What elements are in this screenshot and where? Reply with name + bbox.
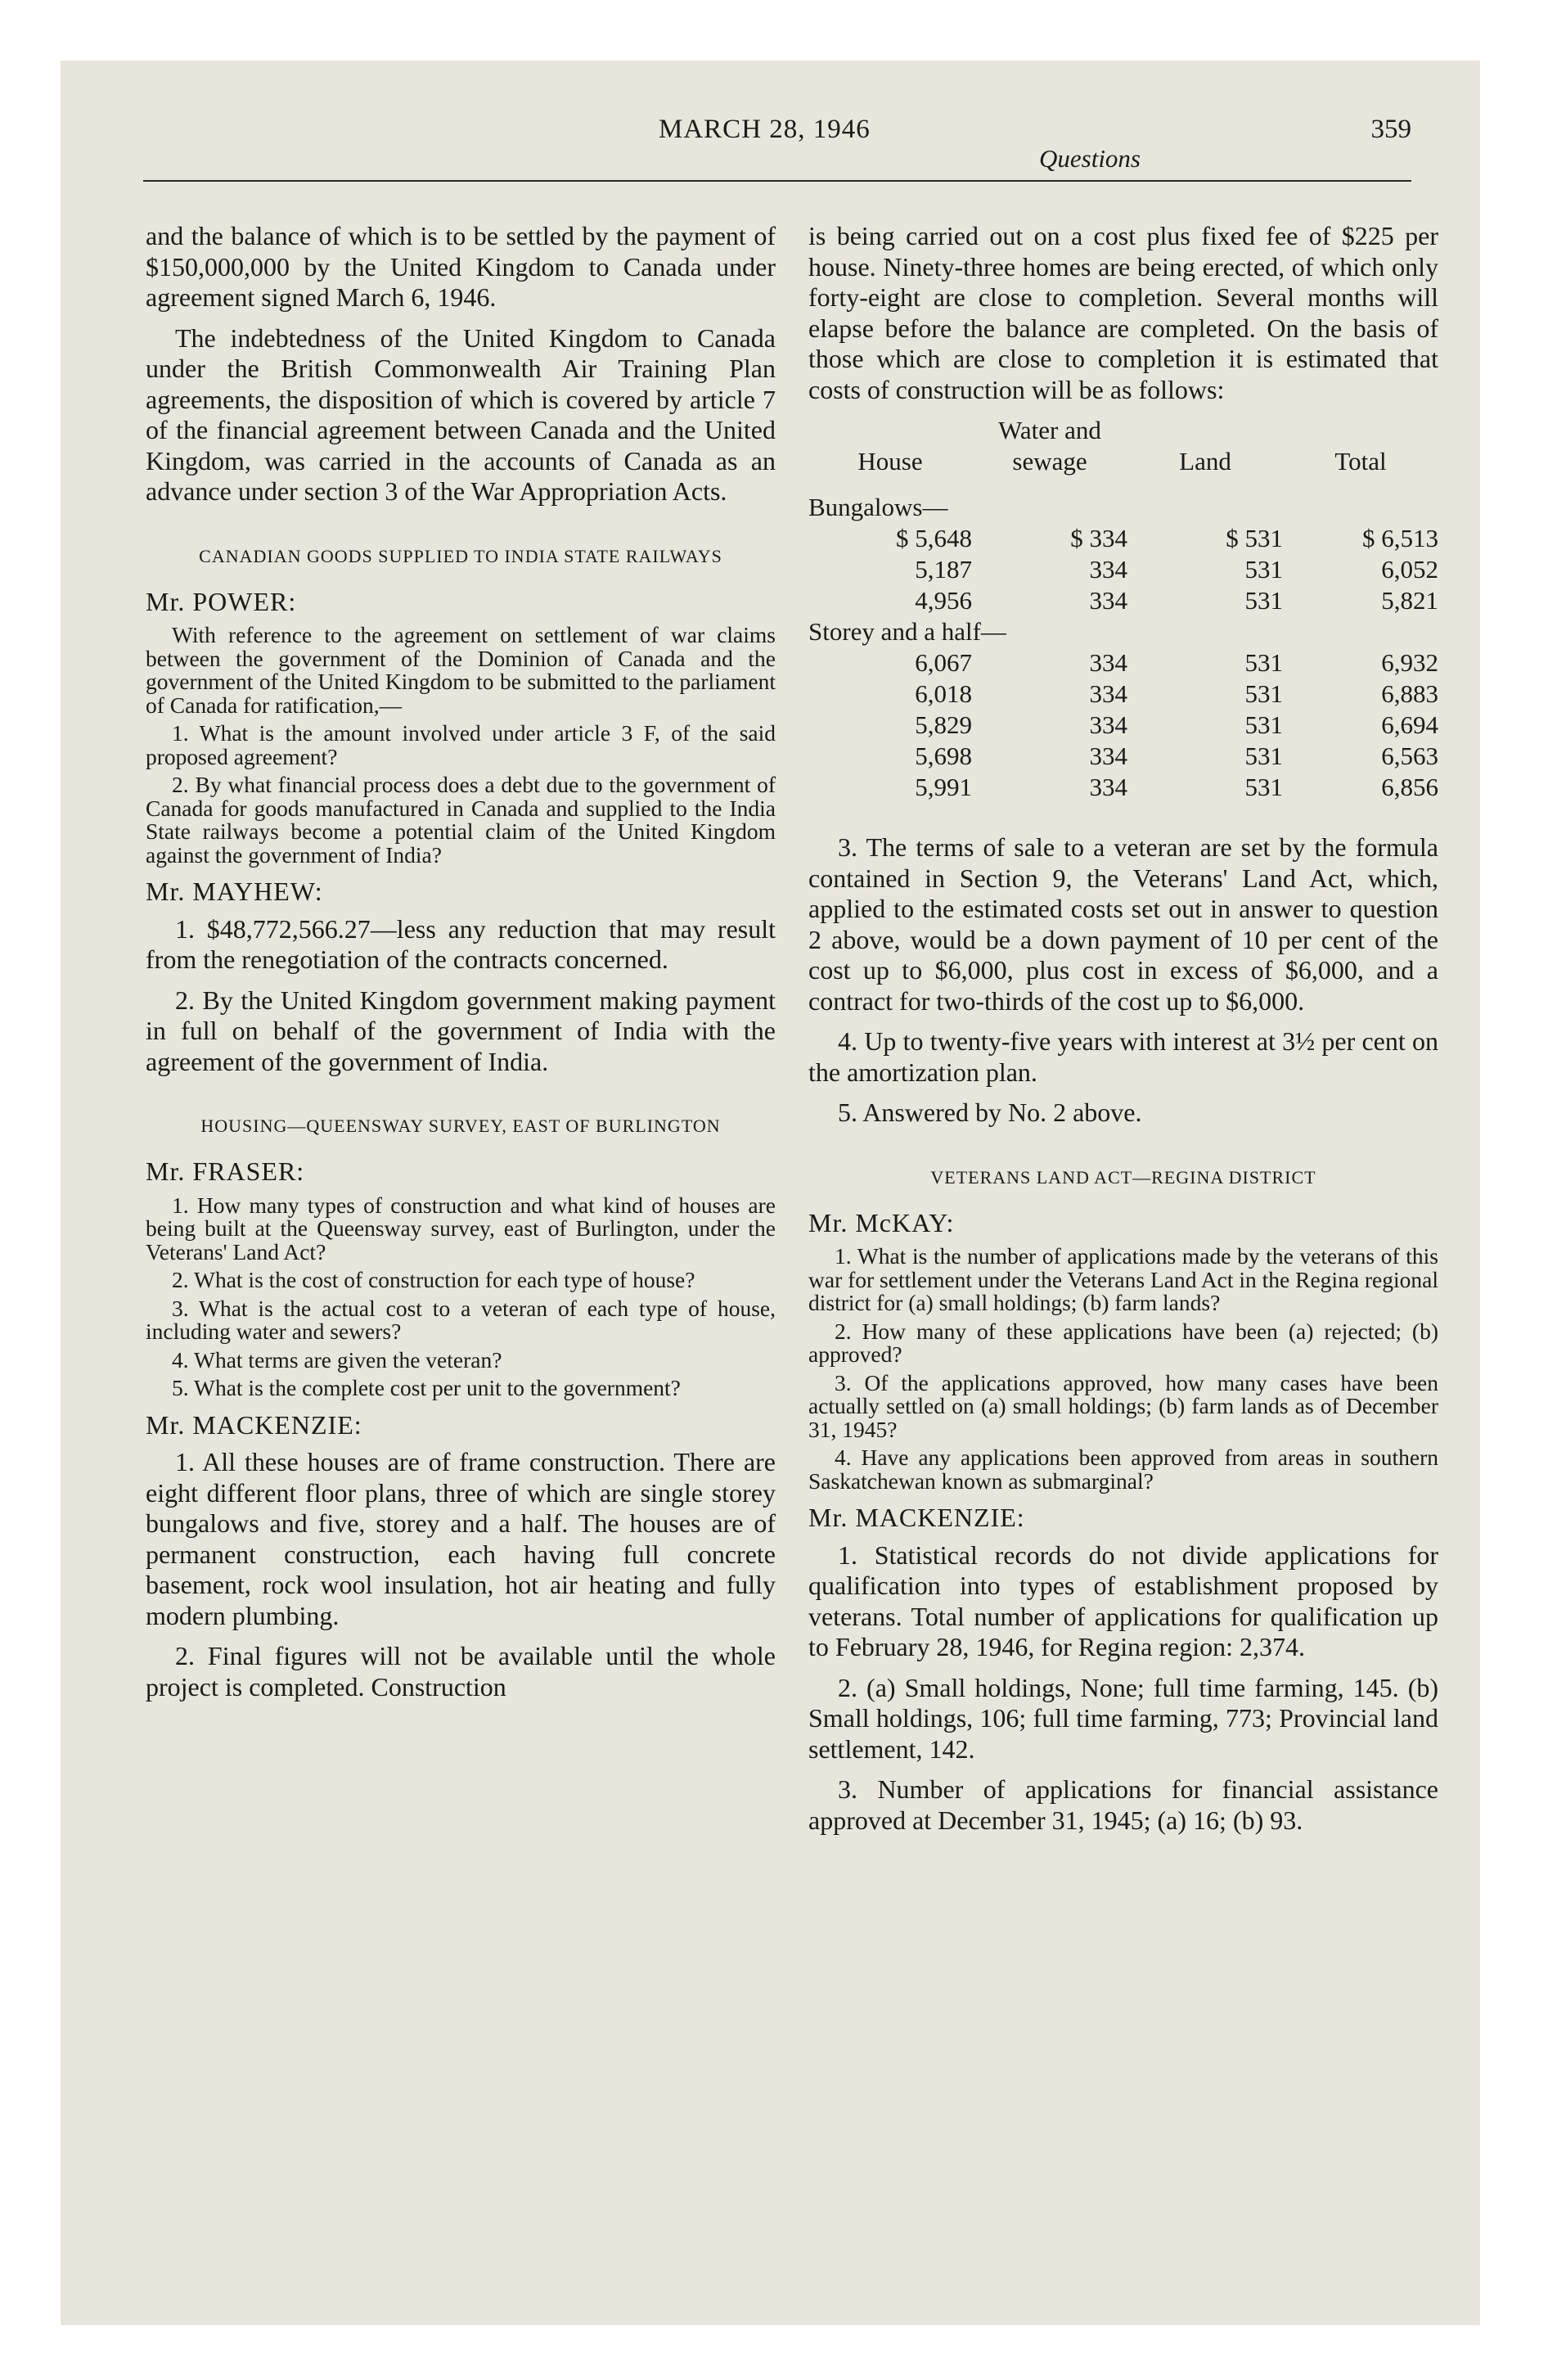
table-cell: $ 5,648 [896,524,972,552]
table-row [808,585,1438,616]
header-section: Questions [1039,144,1141,173]
table-cell: 5,187 [915,555,972,584]
table-cell: 531 [1244,741,1283,770]
question: 2. How many of these applications have been (a) rejected; (b) approved? [808,1318,1438,1367]
table-cell: 5,991 [915,773,972,801]
table-cell: $ 334 [1070,524,1127,552]
table-cell: 334 [1089,710,1127,739]
table-cell: 531 [1244,555,1283,584]
paragraph: The indebtedness of the United Kingdom to Canada under the British Commonwealth Air Training Plan agreements, the disposition of which is covered by article 7 of the financial agreement between Canada and the United Kingdom, was carried in the accounts of Canada as an advance under section 3 of the War Appropriation Acts. [146,322,776,506]
question: 1. How many types of construction and what kind of houses are being built at the Queensway survey, east of Burlington, under the Veterans' Land Act? [146,1192,776,1264]
answer: 4. Up to twenty-five years with interest at 3½ per cent on the amortization plan. [808,1026,1438,1087]
table-header-row [808,415,1438,492]
table-cell: 531 [1244,679,1283,708]
group-label: Bungalows— [808,493,948,521]
question: 1. What is the number of applications made by the veterans of this war for settlement under the Veterans Land Act in the Regina regional district for (a) small holdings; (b) farm lands? [808,1243,1438,1315]
table-cell: 6,067 [915,648,972,677]
table-cell: 5,821 [1381,586,1438,615]
table-cell: 334 [1089,648,1127,677]
group-label: Storey and a half— [808,617,1006,646]
answer: 1. $48,772,566.27—less any reduction that may result from the renegotiation of the contracts concerned. [146,913,776,974]
column-header: Water and sewage [998,416,1101,476]
table-cell: 334 [1089,679,1127,708]
speaker-name: Mr. MAYHEW: [146,877,323,906]
header-date: MARCH 28, 1946 [659,115,871,144]
left-column [146,221,776,1712]
question: 5. What is the complete cost per unit to the government? [172,1375,681,1400]
table-cell: 6,018 [915,679,972,708]
table-cell: 334 [1089,741,1127,770]
question: 3. What is the actual cost to a veteran of each type of house, including water and sewers? [146,1295,776,1344]
table-group-row [808,492,1438,523]
table-row [808,772,1438,803]
table-cell: 4,956 [915,586,972,615]
column-header: House [857,447,923,476]
table-row [808,523,1438,554]
answer: 2. By the United Kingdom government making payment in full on behalf of the government of India with the agreement of the government of India. [146,985,776,1076]
table-row [808,741,1438,772]
table-cell: 531 [1244,773,1283,801]
table-row [808,554,1438,585]
speaker-name: Mr. McKAY: [808,1207,955,1237]
speaker-name: Mr. MACKENZIE: [808,1503,1025,1532]
answer: 2. Final figures will not be available until the whole project is completed. Construction [146,1641,776,1702]
table-group-row [808,616,1438,647]
table-row [808,678,1438,710]
answer: 5. Answered by No. 2 above. [838,1098,1142,1127]
table-cell: 531 [1244,648,1283,677]
section-heading: VETERANS LAND ACT—REGINA DISTRICT [930,1166,1316,1188]
question: 4. What terms are given the veteran? [172,1346,502,1373]
table-cell: 531 [1244,586,1283,615]
table-cell: 6,694 [1381,710,1438,739]
question: 1. What is the amount involved under article 3 F, of the said proposed agreement? [146,720,776,769]
paragraph: and the balance of which is to be settled by the payment of $150,000,000 by the United Kingdom to Canada under agreement signed March 6, 1946. [146,221,776,312]
question: 4. Have any applications been approved from areas in southern Saskatchewan known as submarginal? [808,1445,1438,1494]
section-heading: HOUSING—QUEENSWAY SURVEY, EAST OF BURLINGTON [200,1116,721,1136]
speaker-name: Mr. FRASER: [146,1156,305,1186]
table-cell: 334 [1089,773,1127,801]
table-cell: 6,932 [1381,648,1438,677]
answer: 1. Statistical records do not divide applications for qualification into types of establishment proposed by veterans. Total number of applications for qualification up to February 28, 1946, for Regina region: 2,374. [808,1539,1438,1661]
table-cell: 5,698 [915,741,972,770]
table-cell: 6,883 [1381,679,1438,708]
cost-table [808,415,1438,803]
section-heading: CANADIAN GOODS SUPPLIED TO INDIA STATE RAILWAYS [199,545,722,566]
table-cell: 5,829 [915,710,972,739]
column-header: Land [1179,447,1231,476]
paragraph: is being carried out on a cost plus fixed fee of $225 per house. Ninety-three homes are being erected, of which only forty-eight are close to completion. Several months will elapse before the balance are completed. On the basis of those which are close to completion it is estimated that costs of construction will be as follows: [808,221,1438,404]
header-rule [143,180,1411,182]
table-cell: 6,856 [1381,773,1438,801]
right-column [808,221,1438,1846]
answer: 3. The terms of sale to a veteran are set by the formula contained in Section 9, the Veterans' Land Act, which, applied to the estimated costs set out in answer to question 2 above, would be a down payment of 10 per cent of the cost up to $6,000, plus cost in excess of $6,000, and a contract for two-thirds of the cost up to $6,000. [808,832,1438,1016]
speaker-name: Mr. POWER: [146,586,297,616]
table-row [808,647,1438,678]
table-cell: 334 [1089,555,1127,584]
question: 2. By what financial process does a debt due to the government of Canada for goods manufactured in Canada and supplied to the India State railways become a potential claim of the United Kingdom against the government of India? [146,772,776,868]
question: 3. Of the applications approved, how many cases have been actually settled on (a) small holdings; (b) farm lands as of December 31, 1945? [808,1369,1438,1442]
page-number: 359 [1370,115,1411,144]
speaker-name: Mr. MACKENZIE: [146,1409,362,1440]
column-header: Total [1334,447,1387,476]
answer: 1. All these houses are of frame construction. There are eight different floor plans, three of which are single storey bungalows and five, storey and a half. The houses are of permanent construction, each having full concrete basement, rock wool insulation, hot air heating and fully modern plumbing. [146,1447,776,1630]
table-cell: $ 531 [1226,524,1283,552]
page-header [143,115,1411,188]
table-cell: $ 6,513 [1362,524,1438,552]
question: 2. What is the cost of construction for each type of house? [172,1267,695,1292]
answer: 3. Number of applications for financial assistance approved at December 31, 1945; (a) 16; (b) 93. [808,1774,1438,1835]
table-row [808,710,1438,741]
answer: 2. (a) Small holdings, None; full time farming, 145. (b) Small holdings, 106; full time farming, 773; Provincial land settlement, 142. [808,1672,1438,1764]
table-cell: 6,563 [1381,741,1438,770]
table-cell: 6,052 [1381,555,1438,584]
question-intro: With reference to the agreement on settlement of war claims between the government of the Dominion of Canada and the government of the United Kingdom to be submitted to the parliament of Canada for ratification,— [146,622,776,718]
table-cell: 531 [1244,710,1283,739]
table-cell: 334 [1089,586,1127,615]
